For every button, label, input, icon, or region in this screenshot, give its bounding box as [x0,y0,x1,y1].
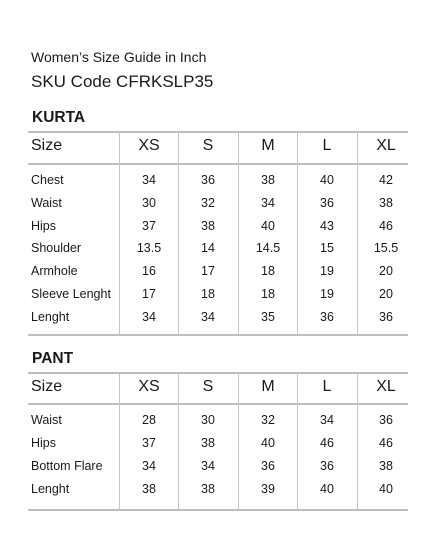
kurta-cell: 18 [261,287,275,301]
kurta-cell: 19 [320,264,334,279]
kurta-header-s: S [202,137,214,154]
kurta-header-m: M [261,137,275,154]
pant-table-rule [28,509,408,511]
kurta-cell: 14.5 [255,241,281,256]
pant-cell: 36 [261,459,275,473]
pant-header-xl: XL [376,377,396,395]
kurta-cell: 38 [201,218,215,233]
kurta-column-divider [178,131,179,336]
pant-size-table [28,372,408,511]
pant-row-label: Lenght [31,482,70,496]
pant-cell: 34 [201,459,215,473]
kurta-header-xs: XS [138,137,160,154]
pant-cell: 38 [201,436,215,450]
kurta-header-xl: XL [376,137,396,154]
pant-cell: 46 [320,436,334,450]
pant-cell: 40 [320,482,334,496]
kurta-section-title: KURTA [32,109,86,126]
pant-cell: 34 [142,459,156,473]
pant-cell: 36 [320,459,334,473]
pant-cell: 34 [320,413,334,427]
kurta-cell: 37 [142,218,156,233]
kurta-cell: 38 [261,173,275,187]
kurta-table-rule [28,131,408,133]
kurta-cell: 36 [379,309,393,324]
kurta-column-divider [119,131,120,336]
kurta-cell: 34 [142,173,156,187]
pant-cell: 30 [201,413,215,427]
kurta-cell: 20 [379,264,393,279]
kurta-cell: 18 [201,287,215,301]
kurta-cell: 36 [320,195,334,210]
kurta-cell: 32 [201,195,215,210]
kurta-cell: 34 [201,309,215,324]
kurta-table-rule [28,163,408,165]
kurta-cell: 19 [320,287,334,301]
kurta-cell: 16 [142,264,156,279]
kurta-cell: 18 [261,264,275,279]
pant-header-m: M [261,377,275,395]
kurta-cell: 17 [201,264,215,279]
pant-cell: 38 [379,459,393,473]
kurta-cell: 38 [379,195,393,210]
kurta-cell: 34 [261,195,275,210]
kurta-cell: 40 [261,218,275,233]
kurta-cell: 15.5 [373,241,399,256]
pant-cell: 38 [142,482,156,496]
kurta-size-table [28,131,408,336]
pant-header-size: Size [31,377,63,395]
pant-cell: 28 [142,413,156,427]
kurta-table-rule [28,334,408,336]
kurta-row-label: Hips [31,218,57,233]
pant-cell: 32 [261,413,275,427]
pant-cell: 37 [142,436,156,450]
kurta-row-label: Waist [31,195,62,210]
sku-code: SKU Code CFRKSLP35 [31,72,214,91]
pant-cell: 36 [379,413,393,427]
pant-row-label: Bottom Flare [31,459,103,473]
kurta-cell: 13.5 [136,241,162,256]
kurta-header-l: L [322,137,332,154]
kurta-column-divider [357,131,358,336]
pant-cell: 40 [379,482,393,496]
kurta-cell: 40 [320,173,334,187]
pant-header-xs: XS [138,377,160,395]
kurta-cell: 46 [379,218,393,233]
kurta-column-divider [297,131,298,336]
pant-cell: 38 [201,482,215,496]
pant-table-rule [28,403,408,405]
pant-table-rule [28,372,408,374]
kurta-cell: 30 [142,195,156,210]
kurta-cell: 36 [201,173,215,187]
kurta-cell: 43 [320,218,334,233]
kurta-cell: 20 [379,287,393,301]
pant-header-s: S [202,377,214,395]
kurta-cell: 14 [201,241,215,256]
kurta-cell: 35 [261,309,275,324]
kurta-cell: 42 [379,173,393,187]
guide-title: Women’s Size Guide in Inch [31,49,207,65]
kurta-row-label: Sleeve Lenght [31,287,111,301]
pant-row-label: Waist [31,413,62,427]
kurta-header-size: Size [31,137,63,154]
kurta-row-label: Lenght [31,309,70,324]
kurta-cell: 15 [320,241,334,256]
kurta-cell: 36 [320,309,334,324]
pant-row-label: Hips [31,436,57,450]
pant-header-l: L [322,377,332,395]
pant-section-title: PANT [32,350,74,367]
kurta-cell: 34 [142,309,156,324]
pant-cell: 40 [261,436,275,450]
kurta-column-divider [238,131,239,336]
pant-cell: 39 [261,482,275,496]
kurta-row-label: Shoulder [31,241,82,256]
kurta-row-label: Armhole [31,264,78,279]
kurta-cell: 17 [142,287,156,301]
kurta-row-label: Chest [31,173,64,187]
pant-cell: 46 [379,436,393,450]
